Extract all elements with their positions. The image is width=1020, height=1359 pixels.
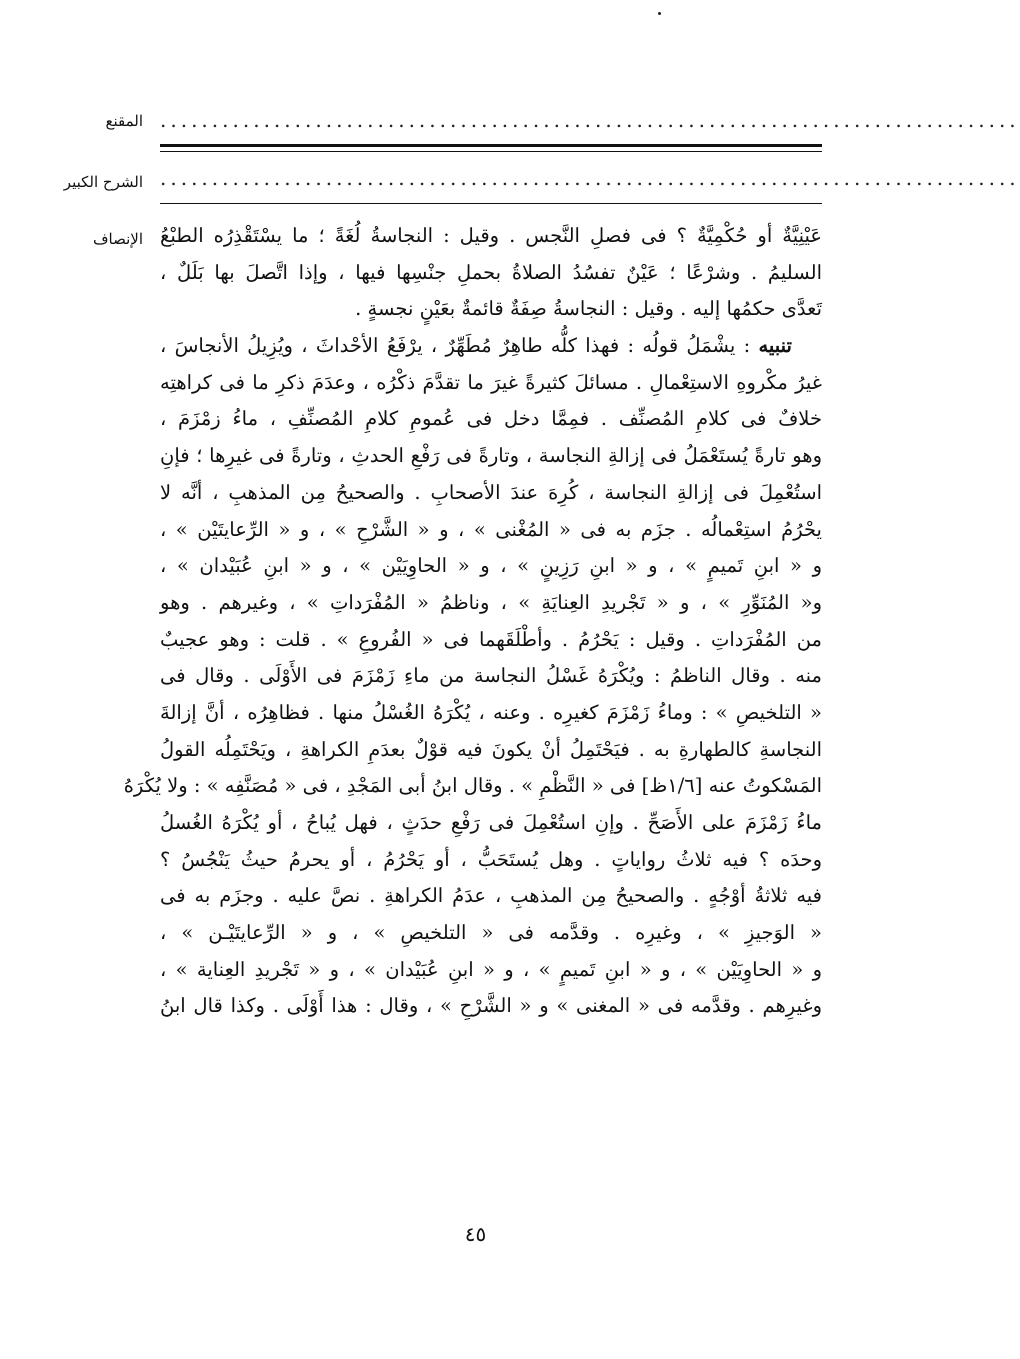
page-number: ٤٥ (464, 1222, 487, 1246)
text-line: و « الحاوِيَيْن » ، و « ابنِ تَميمٍ » ، و « ابنِ عُبَيْدان » ، و « تَجْريدِ العِناية » ، (160, 957, 822, 981)
text-line-content: : يشْمَلُ قولُه : فهذا كلُّه طاهِرٌ مُطَهِّرٌ ، يرْفَعُ الأحْداثَ ، ويُزِيلُ الأنجاسَ ، (160, 334, 751, 358)
text-line: فيه ثلاثةُ أوْجُهٍ . والصحيحُ مِن المذهبِ ، عدَمُ الكراهةِ . نصَّ عليه . وجزَم به فى (160, 884, 822, 908)
text-line: يحْرُمُ استِعْمالُه . جزَم به فى « المُغْنى » ، و « الشَّرْحِ » ، و « الرِّعايتَيْن » ، (160, 517, 822, 541)
text-line: وهو تارةً يُستَعْمَلُ فى إزالةِ النجاسة ، وتارةً فى رَفْعِ الحدثِ ، وتارةً فى غيرِها ؛ فإنِ (160, 444, 822, 468)
text-line: « التلخيصِ » : وماءُ زَمْزَمَ كغيرِه . وعنه ، يُكْرَهُ الغُسْلُ منها . فظاهِرُه ، أنَّ إزالةَ (160, 700, 822, 724)
text-line: و« المُنَوِّرِ » ، و « تَجْريدِ العِنايَةِ » ، وناظمُ « المُفْرَداتِ » ، وغيرهم . وهو (160, 590, 822, 614)
text-line: السليمُ . وشرْعًا ؛ عَيْنٌ تفسُدُ الصلاةُ بحملِ جنْسِها فيها ، وإذا اتَّصلَ بها بَلَلٌ ، (160, 260, 822, 284)
insaf-body-text (123, 218, 822, 1208)
text-line: « الوَجيزِ » ، وغيرِه . وقدَّمه فى « التلخيصِ » ، و « الرِّعايتَيْـن » ، (160, 921, 822, 945)
dotted-placeholder-muqni: ................................................................................... (160, 108, 1020, 132)
text-line-with-term (160, 328, 822, 365)
text-line: من المُفْرَداتِ . وقيل : يَحْرُمُ . وأطْلَقَهما فى « الفُروعِ » . قلت : وهو عجيبٌ (160, 627, 822, 651)
text-line: النجاسةِ كالطهارةِ به . فيَحْتَمِلُ أنْ يكونَ فيه قوْلٌ بعدَمِ الكراهةِ ، ويَحْتَمِلُه القولُ (160, 737, 822, 761)
page-speck (658, 12, 661, 15)
dotted-placeholder-sharh: ................................................................................... (160, 166, 1020, 190)
note-term: تنبيه (758, 334, 792, 358)
text-line: استُعْمِلَ فى إزالةِ النجاسة ، كُرِهَ عندَ الأصحابِ . والصحيحُ مِن المذهبِ ، أنَّه لا (160, 480, 822, 504)
section-divider-insaf (160, 203, 822, 204)
text-line: ماءُ زَمْزَمَ على الأَصَحِّ . وإنِ استُعْمِلَ فى رَفْعِ حدَثٍ ، فهل يُباحُ ، أو يُكْرَهُ الغُسلُ (160, 811, 822, 834)
section-divider-thin (160, 151, 822, 152)
text-line: منه . وقال الناظمُ : ويُكْرَهُ غَسْلُ النجاسة من ماءِ زَمْزَمَ فى الأَوْلَى . وقال فى (160, 664, 822, 688)
text-line: وغيرِهم . وقدَّمه فى « المغنى » و « الشَّرْحِ » ، وقال : هذا أَوْلَى . وكذا قال ابنُ (160, 994, 822, 1018)
section-label-insaf: الإنصاف (92, 230, 143, 248)
text-line: عَيْنِيَّةٌ أو حُكْمِيَّةٌ ؟ فى فصلِ النَّجس . وقيل : النجاسةُ لُغَةً ؛ ما يسْتَقْذِرُه الطبْعُ (160, 224, 822, 247)
text-line: تَعدَّى حكمُها إليه . وقيل : النجاسةُ صِفَةٌ قائمةٌ بعَيْنٍ نجسةٍ . (355, 297, 822, 321)
section-label-muqni: المقنع (105, 112, 143, 130)
text-line: غيرُ مكْروهِ الاستِعْمالِ . مسائلَ كثيرةً غيرَ ما تقدَّمَ ذكْرُه ، وعدَمَ ذكرِ ما فى كراهتِه (160, 370, 822, 394)
text-line: المَسْكوتُ عنه [١/٦ظ] فى « النَّظْمِ » . وقال ابنُ أبى المَجْدِ ، فى « مُصَنَّفِه » : ولا يُكْرَهُ (123, 774, 822, 798)
text-line: خلافٌ فى كلامِ المُصنِّف . فمِمَّا دخل فى عُمومِ كلامِ المُصنِّفِ ، ماءُ زمْزَمَ ، (160, 407, 822, 431)
text-line: وحدَه ؟ فيه ثلاثُ رواياتٍ . وهل يُستَحَبُّ ، أو يَحْرُمُ ، أو يحرمُ حيثُ يَنْجُسُ ؟ (160, 847, 822, 871)
text-line: و « ابنِ تَميمٍ » ، و « ابنِ رَزِينٍ » ، و « الحاوِيَيْن » ، و « ابنِ عُبَيْدان » ، (160, 554, 822, 578)
section-divider-thick (160, 144, 822, 147)
section-label-sharh: الشرح الكبير (63, 173, 143, 191)
